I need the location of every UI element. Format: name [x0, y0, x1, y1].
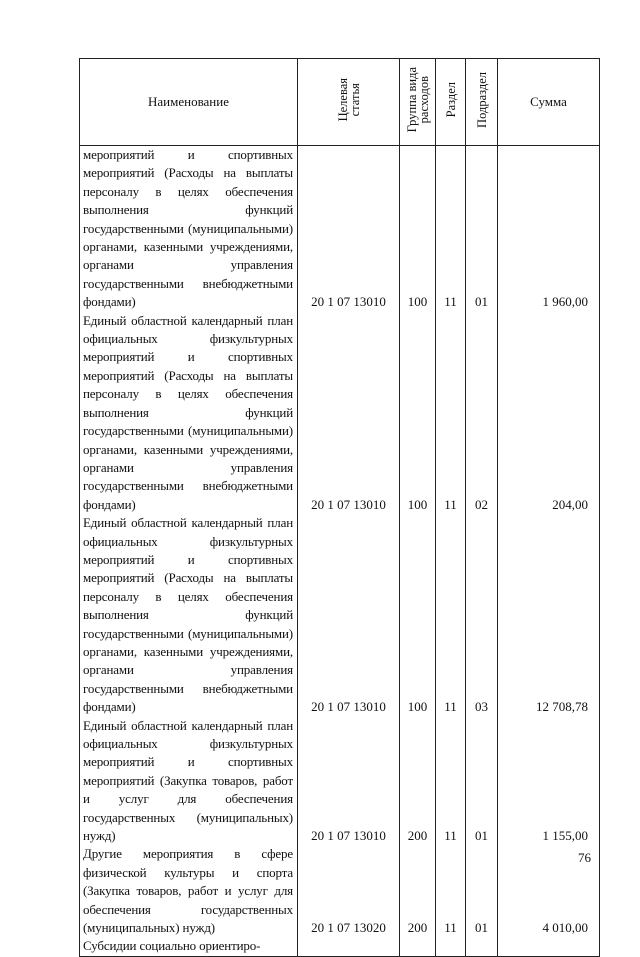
header-group-line1: Группа вида: [404, 67, 419, 133]
header-target-article: [298, 59, 400, 146]
row-subsection: 01: [466, 845, 498, 937]
row-expense-group: 200: [400, 717, 436, 846]
row-name: Единый областной календарный план официальных физкультурных мероприятий и спортивных мероприятий (Расходы на выплаты персоналу в целях обеспечения выполнения функций государственными (муниципальными) органами, казенными учреждениями, органами управления государственными внебюджетными фондами): [80, 514, 298, 716]
row-sum: 4 010,00: [498, 845, 600, 937]
table-row: [80, 717, 600, 846]
row-target-article: 20 1 07 13020: [298, 845, 400, 937]
row-name: мероприятий и спортивных мероприятий (Расходы на выплаты персоналу в целях обеспечения выполнения функций государственными (муниципальными) органами, казенными учреждениями, органами управления государственными внебюджетными фондами): [80, 146, 298, 312]
row-subsection: 02: [466, 312, 498, 514]
row-expense-group: 200: [400, 845, 436, 937]
row-sum: 1 155,00: [498, 717, 600, 846]
header-name: Наименование: [80, 59, 298, 146]
header-expense-group: [400, 59, 436, 146]
row-section: 11: [436, 514, 466, 716]
row-target-article: 20 1 07 13010: [298, 514, 400, 716]
row-target-article: 20 1 07 13010: [298, 146, 400, 312]
table-row: [80, 937, 600, 956]
row-subsection: 03: [466, 514, 498, 716]
row-section: 11: [436, 312, 466, 514]
header-section: [436, 59, 466, 146]
page-number: 76: [578, 850, 591, 865]
row-expense-group: [400, 937, 436, 956]
table-row: [80, 514, 600, 716]
row-sum: 204,00: [498, 312, 600, 514]
row-section: [436, 937, 466, 956]
budget-table: [79, 58, 600, 957]
row-subsection: 01: [466, 146, 498, 312]
row-name: Единый областной календарный план официальных физкультурных мероприятий и спортивных мероприятий (Закупка товаров, работ и услуг для обеспечения государственных (муниципальных) нужд): [80, 717, 298, 846]
row-section: 11: [436, 146, 466, 312]
row-expense-group: 100: [400, 514, 436, 716]
table-header-row: [80, 59, 600, 146]
row-subsection: 01: [466, 717, 498, 846]
header-target-line1: Целевая: [335, 78, 350, 122]
row-target-article: 20 1 07 13010: [298, 312, 400, 514]
row-target-article: [298, 937, 400, 956]
row-section: 11: [436, 845, 466, 937]
row-subsection: [466, 937, 498, 956]
row-expense-group: 100: [400, 146, 436, 312]
header-sum: Сумма: [498, 59, 600, 146]
header-subsection: [466, 59, 498, 146]
row-name: Единый областной календарный план официальных физкультурных мероприятий и спортивных мероприятий (Расходы на выплаты персоналу в целях обеспечения выполнения функций государственными (муниципальными) органами, казенными учреждениями, органами управления государственными внебюджетными фондами): [80, 312, 298, 514]
row-target-article: 20 1 07 13010: [298, 717, 400, 846]
row-section: 11: [436, 717, 466, 846]
header-section-label: Раздел: [443, 82, 458, 118]
header-target-line2: статья: [347, 83, 362, 117]
table-row: [80, 146, 600, 312]
row-name: Другие мероприятия в сфере физической культуры и спорта (Закупка товаров, работ и услуг для обеспечения государственных (муниципальных) нужд): [80, 845, 298, 937]
table-row: [80, 845, 600, 937]
table-row: [80, 312, 600, 514]
row-sum: [498, 937, 600, 956]
row-name: Субсидии социально ориентиро-: [80, 937, 298, 956]
row-expense-group: 100: [400, 312, 436, 514]
header-subsection-label: Подраздел: [474, 72, 489, 128]
row-sum: 1 960,00: [498, 146, 600, 312]
header-group-line2: расходов: [416, 76, 431, 124]
row-sum: 12 708,78: [498, 514, 600, 716]
